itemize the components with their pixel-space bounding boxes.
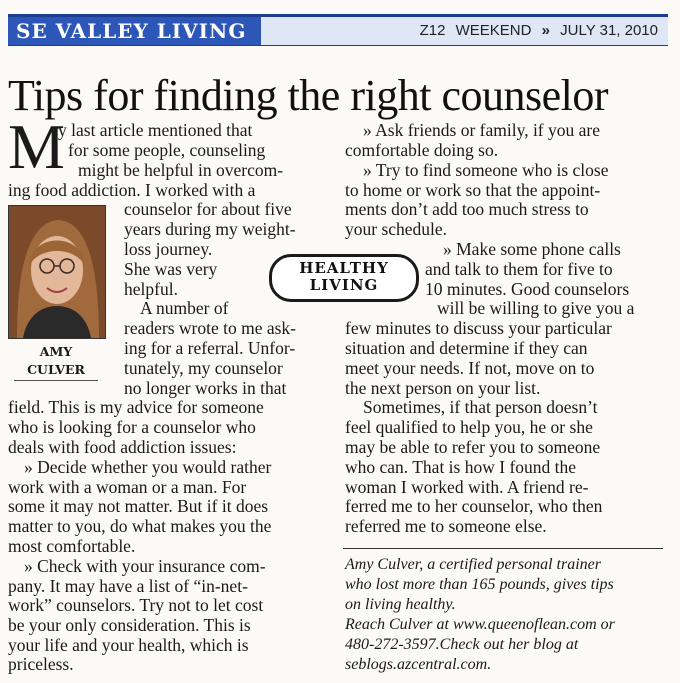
text-line: tunately, my counselor [124,358,283,378]
text-line: no longer works in that [124,378,287,398]
text-line: who is looking for a counselor who [8,417,256,437]
text-line: field. This is my advice for someone [8,397,264,417]
text-line: ferred me to her counselor, who then [345,496,603,516]
text-line: might be helpful in overcom- [78,160,284,180]
text-line: ments don’t add too much stress to [345,199,589,219]
text-line: matter to you, do what makes you the [8,516,272,536]
text-line: who can. That is how I found the [345,457,577,477]
bio-line: who lost more than 165 pounds, gives tips [345,576,614,593]
section-header [8,14,668,46]
text-line: She was very [124,259,218,279]
text-line: to home or work so that the appoint- [345,180,601,200]
page-number: Z12 [419,22,446,39]
text-line: feel qualified to help you, he or she [345,417,593,437]
text-line: situation and determine if they can [345,338,588,358]
text-line: deals with food addiction issues: [8,437,237,457]
text-line: comfortable doing so. [345,140,499,160]
bio-divider [343,548,663,549]
text-line: ing food addiction. I worked with a [8,180,256,200]
bio-line: Amy Culver, a certified personal trainer [345,556,601,573]
text-line: your schedule. [345,219,448,239]
bullet-line: » Make some phone calls [443,239,621,259]
badge-line-1: HEALTHY [299,259,389,277]
edition-label: WEEKEND [455,22,532,39]
text-line: counselor for about five [124,199,292,219]
bullet-line: » Try to find someone who is close [363,160,609,180]
bio-line: 480-272-3597.Check out her blog at [345,636,579,653]
badge-line-2: LIVING [309,276,379,294]
text-line: ing for a referral. Unfor- [124,338,296,358]
text-line: 10 minutes. Good counselors [425,279,630,299]
issue-date: JULY 31, 2010 [560,22,658,39]
author-portrait-icon [9,206,105,338]
text-line: Sometimes, if that person doesn’t [363,397,598,417]
text-line: will be willing to give you a [437,298,635,318]
author-caption [8,343,104,379]
text-line: y last article mentioned that [58,120,253,140]
bullet-line: » Check with your insurance com- [24,556,266,576]
text-line: loss journey. [124,239,213,259]
text-line: pany. It may have a list of “in-net- [8,576,248,596]
text-line: work” counselors. Try not to let cost [8,595,264,615]
bullet-line: » Ask friends or family, if you are [363,120,601,140]
text-line: priceless. [8,654,74,674]
bio-line: Reach Culver at www.queenoflean.com or [345,616,615,633]
text-line: for some people, counseling [68,140,266,160]
text-line: and talk to them for five to [425,259,613,279]
text-line: A number of [140,298,229,318]
bio-line: seblogs.azcentral.com. [345,656,492,673]
healthy-living-badge [269,254,419,302]
bullet-line: » Decide whether you would rather [24,457,272,477]
text-line: some it may not matter. But if it does [8,496,269,516]
section-name: SE VALLEY LIVING [8,17,261,45]
text-line: few minutes to discuss your particular [345,318,612,338]
text-line: work with a woman or a man. For [8,477,247,497]
text-line: your life and your health, which is [8,635,249,655]
article-title: Tips for finding the right counselor [8,71,608,120]
caption-divider [14,380,98,381]
text-line: readers wrote to me ask- [124,318,297,338]
text-line: woman I worked with. A friend re- [345,477,589,497]
text-line: meet your needs. If not, move on to [345,358,595,378]
author-first-name: AMY [39,344,73,359]
separator-chevron: » [541,22,550,39]
bio-line: on living healthy. [345,596,456,613]
text-line: years during my weight- [124,219,296,239]
author-photo [8,205,106,339]
text-line: helpful. [124,279,178,299]
text-line: the next person on your list. [345,378,541,398]
page-info [414,17,658,45]
text-line: be your only consideration. This is [8,615,251,635]
text-line: most comfortable. [8,536,136,556]
drop-cap: M [8,111,65,182]
text-line: may be able to refer you to someone [345,437,601,457]
text-line: referred me to someone else. [345,516,547,536]
author-last-name: CULVER [27,362,85,377]
